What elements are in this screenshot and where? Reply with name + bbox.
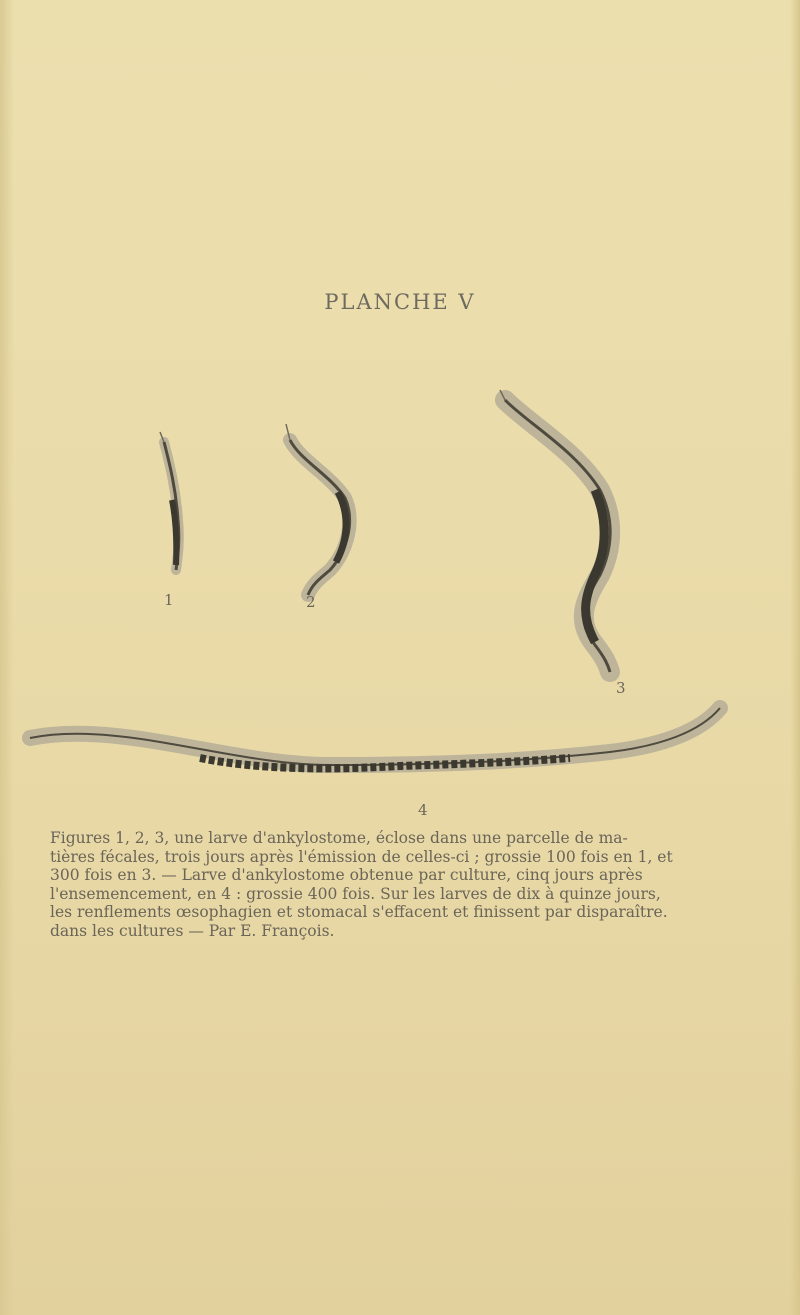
figure-label-2: 2: [306, 593, 316, 611]
larva-figure-4: [30, 708, 720, 768]
caption-line: Figures 1, 2, 3, une larve d'ankylostome, éclose dans une parcelle de ma-: [50, 829, 628, 847]
larva-figure-3: [500, 390, 610, 672]
caption-line: tières fécales, trois jours après l'émission de celles-ci ; grossie 100 fois en 1, et: [50, 847, 673, 866]
plate-title: PLANCHE V: [324, 290, 476, 314]
caption-line: l'ensemencement, en 4 : grossie 400 fois. Sur les larves de dix à quinze jours,: [50, 884, 661, 903]
figure-caption: [50, 829, 764, 940]
caption-line: 300 fois en 3. — Larve d'ankylostome obtenue par culture, cinq jours après: [50, 866, 643, 884]
caption-line: les renflements œsophagien et stomacal s'effacent et finissent par disparaître.: [50, 903, 668, 921]
caption-line: dans les cultures — Par E. François.: [50, 921, 335, 940]
figure-label-3: 3: [616, 679, 626, 697]
larva-figure-2: [286, 424, 350, 595]
larvae-illustration: [0, 380, 800, 820]
larva-figure-1: [160, 432, 179, 570]
figure-label-1: 1: [164, 591, 174, 609]
figure-area: [0, 380, 800, 820]
figure-label-4: 4: [418, 801, 428, 819]
